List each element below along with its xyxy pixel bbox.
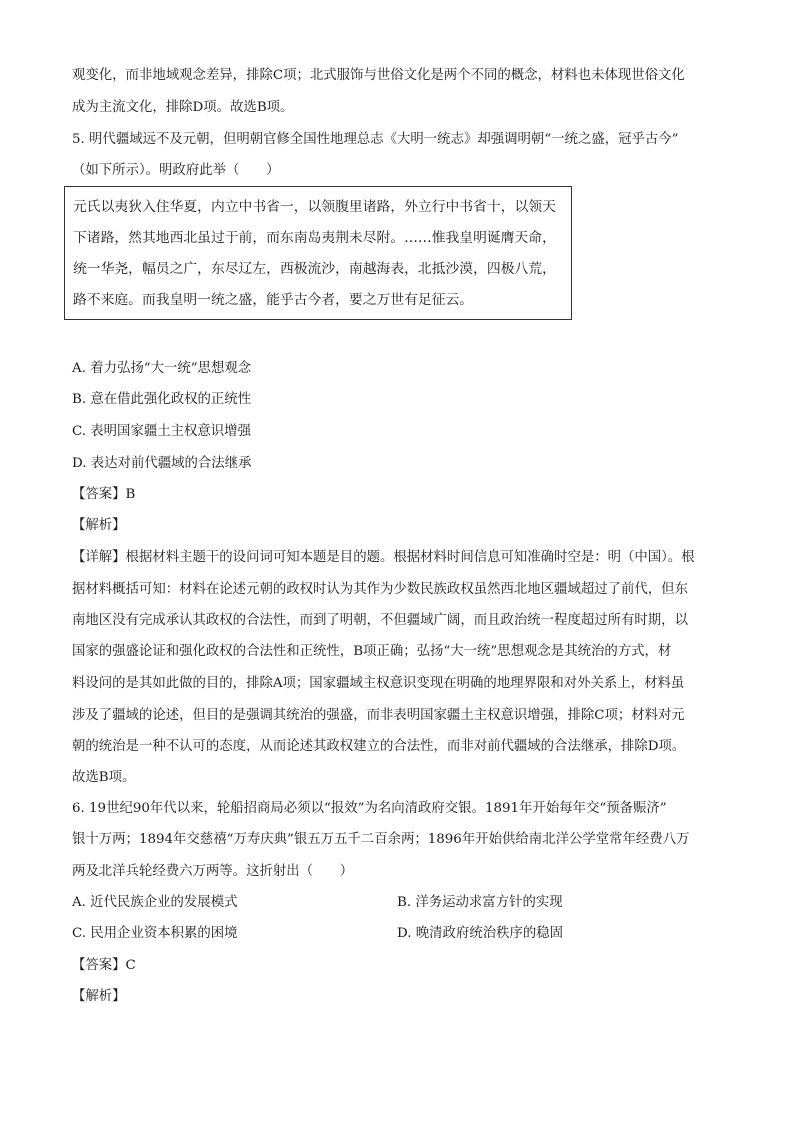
question-6-option-b: B. 洋务运动求富方针的实现 <box>397 895 563 910</box>
quote-line: 统一华尧，幅员之广，东尽辽左，西极流沙，南越海表，北抵沙漠，四极八荒， <box>73 261 556 277</box>
question-5-detail-line: 【详解】根据材料主题干的设问词可知本题是目的题。根据材料时间信息可知准确时空是：明（中国）。根 <box>72 550 695 565</box>
question-5-detail-line: 料设问的是其如此做的目的，排除A项；国家疆域主权意识变现在明确的地理界限和对外关系上，材料虽 <box>72 676 685 691</box>
quote-line: 元氏以夷狄入住华夏，内立中书省一，以领腹里诸路，外立行中书省十，以领天 <box>73 199 556 215</box>
question-5-detail-line: 据材料概括可知：材料在论述元朝的政权时认为其作为少数民族政权虽然西北地区疆域超过了前代，但东 <box>72 582 688 597</box>
question-6-stem: 两及北洋兵轮经费六万两等。这折射出（ ） <box>72 864 354 879</box>
question-5-option-b: B. 意在借此强化政权的正统性 <box>72 392 252 407</box>
question-6-option-c: C. 民用企业资本积累的困境 <box>72 926 238 941</box>
question-5-option-d: D. 表达对前代疆域的合法继承 <box>72 456 252 471</box>
question-5-answer: 【答案】B <box>72 487 136 502</box>
prev-analysis-line: 观变化，而非地域观念差异，排除C项；北式服饰与世俗文化是两个不同的概念，材料也未体现世俗文化 <box>72 68 685 83</box>
question-6-stem: 银十万两；1894年交慈禧“万寿庆典”银五万五千二百余两；1896年开始供给南北洋公学堂常年经费八万 <box>72 832 690 847</box>
question-5-detail-line: 国家的强盛论证和强化政权的合法性和正统性，B项正确；弘扬“大一统”思想观念是其统治的方式，材 <box>72 644 672 659</box>
quote-line: 路不来庭。而我皇明一统之盛，能乎古今者，要之万世有足征云。 <box>73 292 474 308</box>
question-6-analysis-label: 【解析】 <box>72 989 126 1004</box>
question-5-detail-line: 涉及了疆域的论述，但目的是强调其统治的强盛，而非表明国家疆土主权意识增强，排除C项；材料对元 <box>72 708 685 723</box>
question-5-option-a: A. 着力弘扬“大一统”思想观念 <box>72 361 252 376</box>
question-5-analysis-label: 【解析】 <box>72 518 126 533</box>
question-6-stem: 6. 19世纪90年代以来，轮船招商局必须以“报效”为名向清政府交银。1891年开始每年交“预备赈济” <box>72 801 667 816</box>
question-6-option-d: D. 晚清政府统治秩序的稳固 <box>397 926 564 941</box>
question-6-answer: 【答案】C <box>72 958 136 973</box>
prev-analysis-line: 成为主流文化，排除D项。故选B项。 <box>72 100 294 115</box>
question-5-detail-line: 南地区没有完成承认其政权的合法性，而到了明朝，不但疆域广阔，而且政治统一程度超过所有时期，以 <box>72 613 688 628</box>
question-5-detail-line: 故选B项。 <box>72 770 136 785</box>
quote-line: 下诸路，然其地西北虽过于前，而东南岛夷荆未尽附。……惟我皇明诞膺天命， <box>73 230 556 246</box>
question-5-option-c: C. 表明国家疆土主权意识增强 <box>72 424 251 439</box>
question-6-option-a: A. 近代民族企业的发展模式 <box>72 895 238 910</box>
question-5-stem: （如下所示）。明政府此举（ ） <box>72 163 280 178</box>
source-quote-box <box>64 186 572 320</box>
question-5-stem: 5. 明代疆域远不及元朝，但明朝官修全国性地理总志《大明一统志》却强调明朝“一统之盛，冠乎古今” <box>72 132 679 147</box>
question-5-detail-line: 朝的统治是一种不认可的态度，从而论述其政权建立的合法性，而非对前代疆域的合法继承，排除D项。 <box>72 739 686 754</box>
